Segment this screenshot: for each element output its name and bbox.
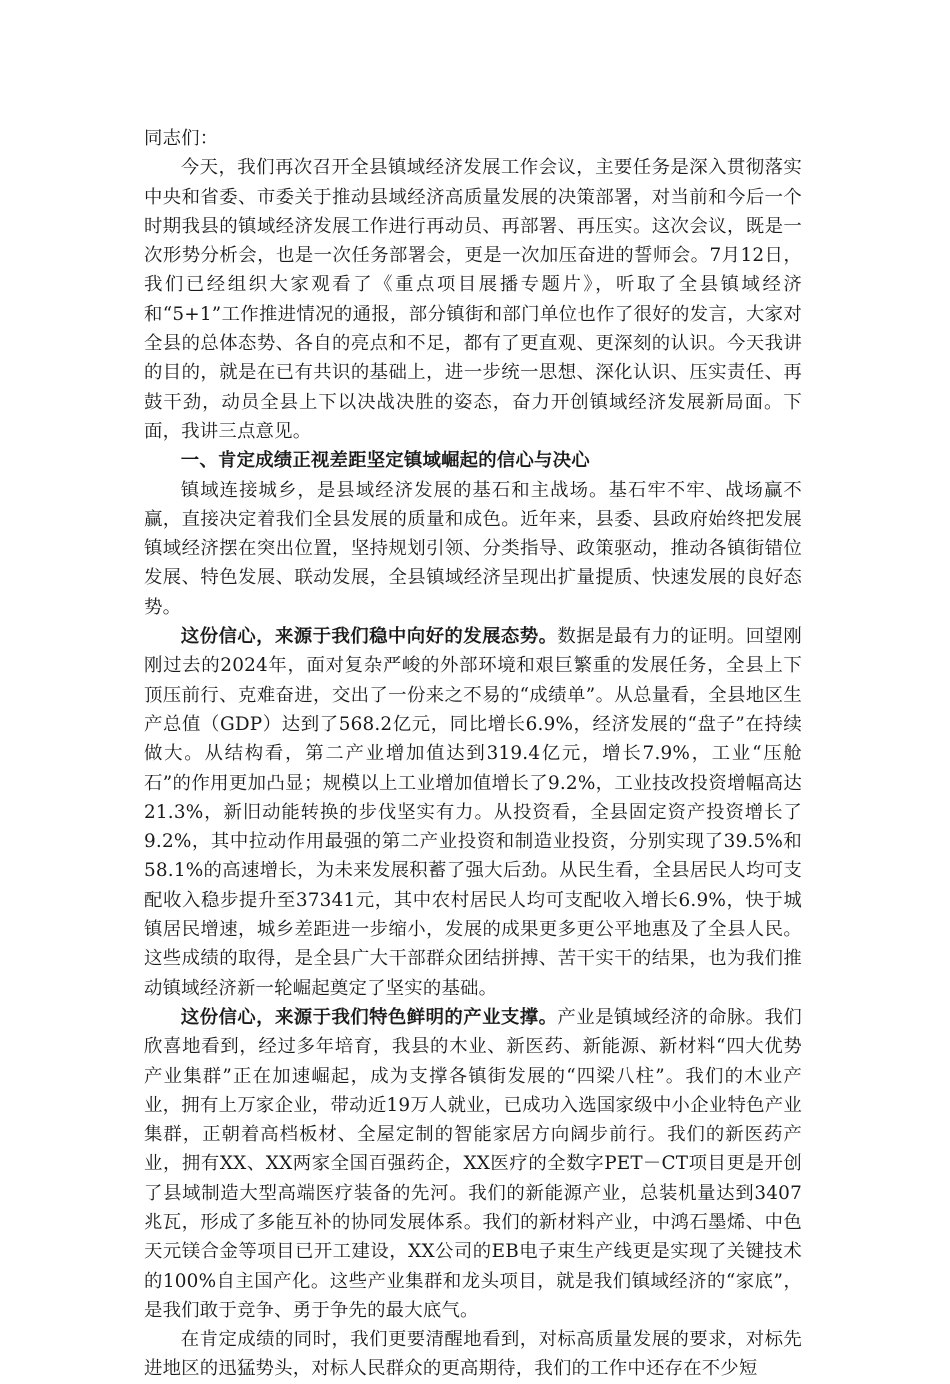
document-page [144, 124, 802, 1384]
section-one-opening: 镇域连接城乡，是县域经济发展的基石和主战场。基石牢不牢、战场赢不赢，直接决定着我们全县发展的质量和成色。近年来，县委、县政府始终把发展镇域经济摆在突出位置，坚持规划引领、分类指导、政策驱动，推动各镇街错位发展、特色发展、联动发展，全县镇域经济呈现出扩量提质、快速发展的良好态势。 [144, 479, 802, 618]
point-lead: 这份信心，来源于我们稳中向好的发展态势。 [180, 626, 558, 648]
section-one-title: 一、肯定成绩正视差距坚定镇域崛起的信心与决心 [180, 450, 590, 472]
confidence-point-industry [144, 1003, 802, 1325]
point-lead: 这份信心，来源于我们特色鲜明的产业支撑。 [180, 1006, 558, 1028]
point-body: 数据是最有力的证明。回望刚刚过去的2024年，面对复杂严峻的外部环境和艰巨繁重的发展任务，全县上下顶压前行、克难奋进，交出了一份来之不易的“成绩单”。从总量看，全县地区生产总值（GDP）达到了568.2亿元，同比增长6.9%，经济发展的“盘子”在持续做大。从结构看，第二产业增加值达到319.4亿元，增长7.9%，工业“压舱石”的作用更加凸显；规模以上工业增加值增长了9.2%，工业技改投资增幅高达21.3%，新旧动能转换的步伐坚实有力。从投资看，全县固定资产投资增长了9.2%，其中拉动作用最强的第二产业投资和制造业投资，分别实现了39.5%和58.1%的高速增长，为未来发展积蓄了强大后劲。从民生看，全县居民人均可支配收入稳步提升至37341元，其中农村居民人均可支配收入增长6.9%，快于城镇居民增速，城乡差距进一步缩小，发展的成果更多更公平地惠及了全县人民。这些成绩的取得，是全县广大干部群众团结拼搏、苦干实干的结果，也为我们推动镇域经济新一轮崛起奠定了坚实的基础。 [144, 626, 802, 999]
point-body: 产业是镇域经济的命脉。我们欣喜地看到，经过多年培育，我县的木业、新医药、新能源、新材料“四大优势产业集群”正在加速崛起，成为支撑各镇街发展的“四梁八柱”。我们的木业产业，拥有上万家企业，带动近19万人就业，已成功入选国家级中小企业特色产业集群，正朝着高档板材、全屋定制的智能家居方向阔步前行。我们的新医药产业，拥有XX、XX两家全国百强药企，XX医疗的全数字PET－CT项目更是开创了县域制造大型高端医疗装备的先河。我们的新能源产业，总装机量达到3407兆瓦，形成了多能互补的协同发展体系。我们的新材料产业，中鸿石墨烯、中色天元镁合金等项目已开工建设，XX公司的EB电子束生产线更是实现了关键技术的100%自主国产化。这些产业集群和龙头项目，就是我们镇域经济的“家底”，是我们敢于竞争、勇于争先的最大底气。 [144, 1006, 802, 1321]
section-one-closing: 在肯定成绩的同时，我们更要清醒地看到，对标高质量发展的要求，对标先进地区的迅猛势头，对标人民群众的更高期待，我们的工作中还存在不少短 [144, 1329, 802, 1380]
greeting: 同志们： [144, 128, 219, 149]
intro-paragraph: 今天，我们再次召开全县镇域经济发展工作会议，主要任务是深入贯彻落实中央和省委、市委关于推动县域经济高质量发展的决策部署，对当前和今后一个时期我县的镇域经济发展工作进行再动员、再部署、再压实。这次会议，既是一次形势分析会，也是一次任务部署会，更是一次加压奋进的誓师会。7月12日，我们已经组织大家观看了《重点项目展播专题片》，听取了全县镇域经济和“5+1”工作推进情况的通报，部分镇街和部门单位也作了很好的发言，大家对全县的总体态势、各自的亮点和不足，都有了更直观、更深刻的认识。今天我讲的目的，就是在已有共识的基础上，进一步统一思想、深化认识、压实责任、再鼓干劲，动员全县上下以决战决胜的姿态，奋力开创镇域经济发展新局面。下面，我讲三点意见。 [144, 157, 802, 442]
confidence-point-development [144, 622, 802, 1003]
